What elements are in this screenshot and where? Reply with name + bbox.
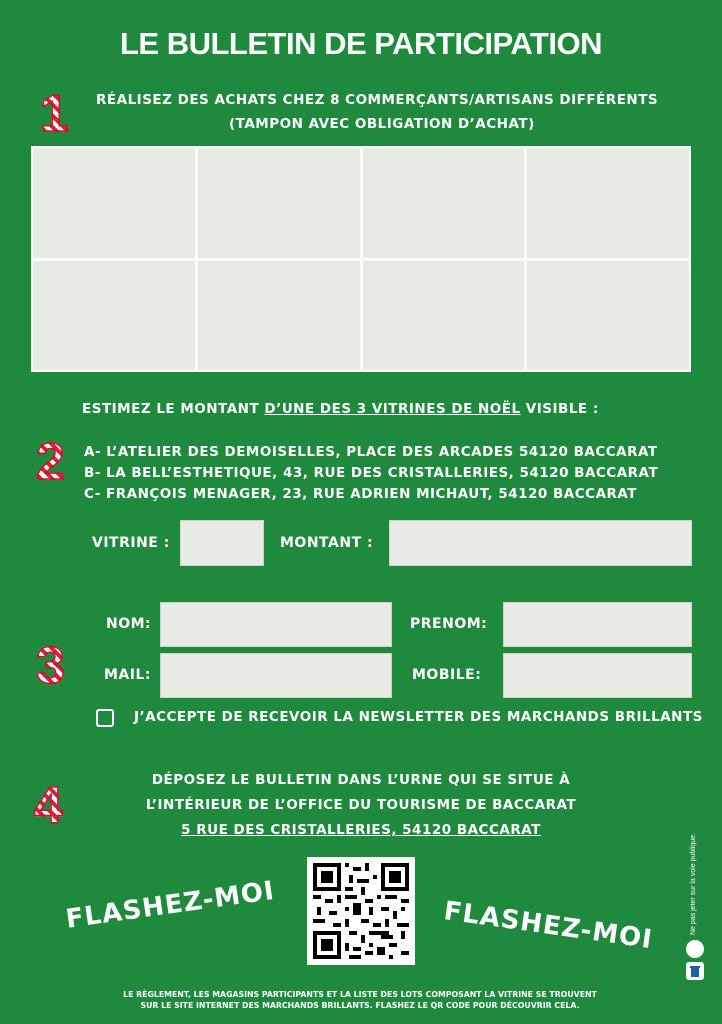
mail-field[interactable] (160, 653, 392, 698)
newsletter-label: J’ACCEPTE DE RECEVOIR LA NEWSLETTER DES MARCHANDS BRILLANTS (134, 709, 703, 725)
stamp-box[interactable] (527, 261, 689, 371)
mail-label: MAIL: (104, 667, 151, 683)
shop-list (84, 442, 658, 505)
stamp-box[interactable] (198, 261, 360, 371)
step-4-line-2: L’INTÉRIEUR DE L’OFFICE DU TOURISME DE BACCARAT (145, 797, 577, 813)
mobile-field[interactable] (503, 653, 692, 698)
shop-item-b: B- LA BELL’ESTHETIQUE, 43, RUE DES CRISTALLERIES, 54120 BACCARAT (84, 465, 659, 481)
stamp-box[interactable] (363, 261, 525, 371)
footer-line-1: LE RÈGLEMENT, LES MAGASINS PARTICIPANTS ET LA LISTE DES LOTS COMPOSANT LA VITRINE SE TROUVENT (123, 990, 597, 999)
prenom-field[interactable] (503, 602, 692, 647)
vitrine-field[interactable] (180, 520, 264, 566)
montant-field[interactable] (389, 520, 692, 566)
qr-code[interactable] (307, 857, 415, 965)
step-4-line-1: DÉPOSEZ LE BULLETIN DANS L’URNE QUI SE SITUE À (151, 772, 571, 788)
flash-left-text: FLASHEZ-MOI (63, 875, 277, 935)
newsletter-checkbox[interactable] (96, 709, 114, 727)
step-3-number: 3 (36, 637, 65, 695)
step-2-intro-end: VISIBLE : (520, 401, 599, 417)
montant-label: MONTANT : (280, 535, 374, 551)
nom-label: NOM: (106, 616, 152, 632)
footer-line-2: SUR LE SITE INTERNET DES MARCHANDS BRILLANTS. FLASHEZ LE QR CODE POUR DÉCOUVRIR CELA. (140, 1001, 580, 1010)
page-title: LE BULLETIN DE PARTICIPATION (120, 26, 602, 61)
recycle-icon (686, 940, 704, 958)
trash-icon (686, 962, 704, 980)
prenom-label: PRENOM: (410, 616, 488, 632)
stamp-box[interactable] (527, 148, 689, 258)
stamp-box[interactable] (33, 148, 195, 258)
step-2-intro-highlight: D’UNE DES 3 VITRINES DE NOËL (264, 401, 521, 417)
vitrine-label: VITRINE : (92, 535, 170, 551)
step-1-instruction: RÉALISEZ DES ACHATS CHEZ 8 COMMERÇANTS/ARTISANS DIFFÉRENTS (96, 92, 659, 108)
flash-right-text: FLASHEZ-MOI (441, 896, 655, 956)
mobile-label: MOBILE: (412, 667, 482, 683)
shop-item-a: A- L’ATELIER DES DEMOISELLES, PLACE DES ARCADES 54120 BACCARAT (84, 444, 658, 460)
step-2-number: 2 (36, 433, 65, 491)
stamp-box[interactable] (33, 261, 195, 371)
stamp-grid (31, 146, 691, 372)
step-2-intro-start: ESTIMEZ LE MONTANT (82, 401, 265, 417)
step-4-address: 5 RUE DES CRISTALLERIES, 54120 BACCARAT (181, 822, 541, 838)
step-4-number: 4 (34, 777, 63, 835)
step-1-number: 1 (40, 85, 69, 143)
footer-note (60, 989, 660, 1011)
stamp-box[interactable] (363, 148, 525, 258)
litter-note: Ne pas jeter sur la voie publique. (690, 833, 697, 935)
stamp-box[interactable] (198, 148, 360, 258)
step-2-intro (82, 401, 599, 417)
qr-code-icon (313, 863, 409, 959)
nom-field[interactable] (160, 602, 392, 647)
step-1-note: (TAMPON AVEC OBLIGATION D’ACHAT) (229, 116, 535, 132)
shop-item-c: C- FRANÇOIS MENAGER, 23, RUE ADRIEN MICHAUT, 54120 BACCARAT (84, 486, 638, 502)
